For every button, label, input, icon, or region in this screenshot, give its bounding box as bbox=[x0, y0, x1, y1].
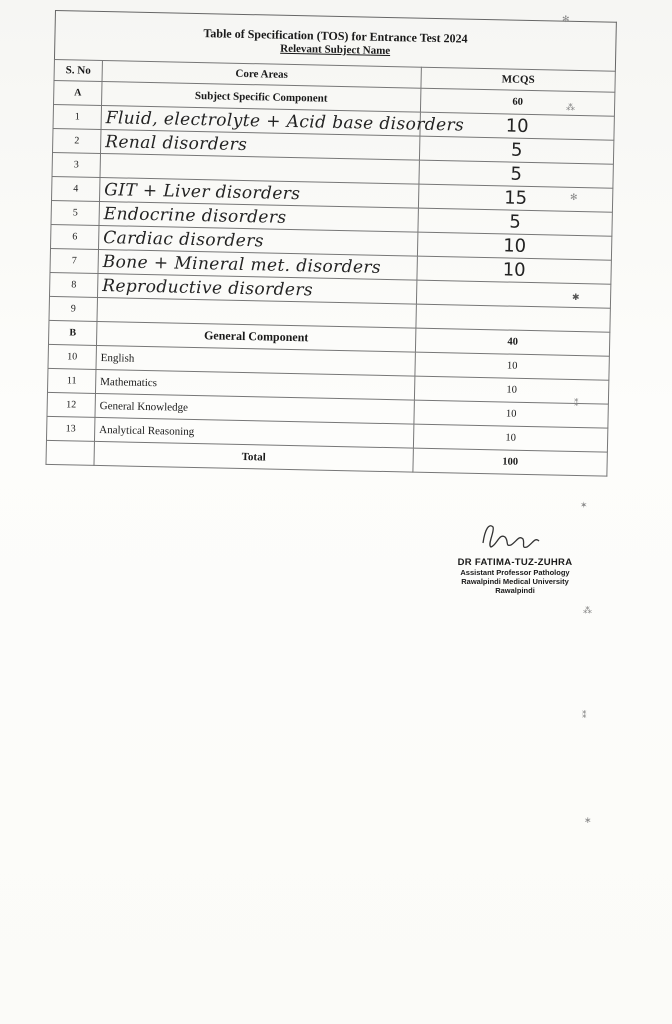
scan-speck-icon: ∗ bbox=[584, 815, 592, 825]
row-sno: 4 bbox=[52, 176, 100, 201]
header-mcqs: MCQS bbox=[421, 67, 615, 92]
handwritten-area: GIT + Liver disorders bbox=[99, 177, 418, 208]
handwritten-mcqs: 10 bbox=[420, 112, 614, 140]
total-label: Total bbox=[94, 441, 413, 472]
handwritten-mcqs: 5 bbox=[418, 208, 612, 236]
section-b-label: B bbox=[48, 320, 96, 345]
mcqs-cell: 10 bbox=[414, 400, 608, 428]
row-sno: 2 bbox=[53, 128, 101, 153]
scan-speck-icon: ✱ bbox=[572, 292, 580, 302]
document-subtitle: Relevant Subject Name bbox=[280, 42, 391, 58]
handwritten-area: Fluid, electrolyte + Acid base disorders bbox=[101, 105, 420, 136]
mcqs-cell: 10 bbox=[414, 376, 608, 404]
row-sno: 8 bbox=[49, 272, 97, 297]
core-area-cell: General Knowledge bbox=[95, 393, 414, 424]
row-sno: 1 bbox=[53, 104, 101, 129]
mcqs-cell: 10 bbox=[413, 424, 607, 452]
handwritten-mcqs: 10 bbox=[417, 232, 611, 260]
handwritten-mcqs: 10 bbox=[417, 256, 611, 284]
scan-speck-icon: ✻ bbox=[562, 14, 570, 24]
signatory-institution: Rawalpindi Medical University bbox=[461, 577, 569, 586]
core-area-cell: Analytical Reasoning bbox=[94, 417, 413, 448]
row-sno: 13 bbox=[46, 416, 94, 441]
document-title: Table of Specification (TOS) for Entrance Test 2024 bbox=[203, 26, 468, 46]
handwritten-area: Reproductive disorders bbox=[97, 273, 416, 304]
signatory-title: Assistant Professor Pathology bbox=[460, 568, 570, 577]
signatory-city: Rawalpindi bbox=[495, 586, 535, 595]
tos-table bbox=[45, 59, 615, 477]
row-sno: 7 bbox=[50, 248, 98, 273]
handwritten-mcqs: 15 bbox=[418, 184, 612, 212]
handwritten-area: Bone + Mineral met. disorders bbox=[98, 249, 417, 280]
mcqs-cell: 10 bbox=[415, 352, 609, 380]
total-mcqs: 100 bbox=[413, 448, 607, 476]
handwritten-area: Endocrine disorders bbox=[99, 201, 418, 232]
header-core-areas: Core Areas bbox=[102, 61, 421, 89]
handwritten-signature bbox=[430, 515, 600, 557]
row-sno: 6 bbox=[51, 224, 99, 249]
scan-speck-icon: ⁂ bbox=[566, 102, 575, 112]
row-sno: 11 bbox=[47, 368, 95, 393]
scan-speck-icon: ⁑ bbox=[582, 710, 587, 720]
signature-stamp bbox=[430, 515, 600, 595]
header-sno: S. No bbox=[54, 59, 102, 81]
row-sno: 3 bbox=[52, 152, 100, 177]
row-sno: 5 bbox=[51, 200, 99, 225]
scan-speck-icon: ✻ bbox=[570, 192, 578, 202]
handwritten-area: Cardiac disorders bbox=[98, 225, 417, 256]
total-blank bbox=[46, 440, 94, 465]
scan-speck-icon: ⁑ bbox=[574, 398, 579, 408]
scan-speck-icon: ✶ bbox=[580, 500, 588, 510]
row-sno: 10 bbox=[48, 344, 96, 369]
section-b-mcqs: 40 bbox=[415, 328, 609, 356]
section-b-title: General Component bbox=[96, 321, 415, 352]
signatory-name: DR FATIMA-TUZ-ZUHRA bbox=[457, 557, 573, 568]
section-a-title: Subject Specific Component bbox=[102, 82, 421, 113]
section-a-mcqs: 60 bbox=[420, 88, 614, 116]
scan-speck-icon: ⁂ bbox=[583, 605, 592, 615]
handwritten-mcqs: 5 bbox=[419, 136, 613, 164]
row-sno: 12 bbox=[47, 392, 95, 417]
core-area-cell: English bbox=[96, 345, 415, 376]
section-a-label: A bbox=[54, 80, 102, 105]
row-sno: 9 bbox=[49, 296, 97, 321]
handwritten-area: Renal disorders bbox=[101, 129, 420, 160]
handwritten-mcqs: 5 bbox=[419, 160, 613, 188]
core-area-cell: Mathematics bbox=[95, 369, 414, 400]
signature-scribble-icon bbox=[475, 515, 555, 557]
tos-document bbox=[45, 10, 616, 477]
